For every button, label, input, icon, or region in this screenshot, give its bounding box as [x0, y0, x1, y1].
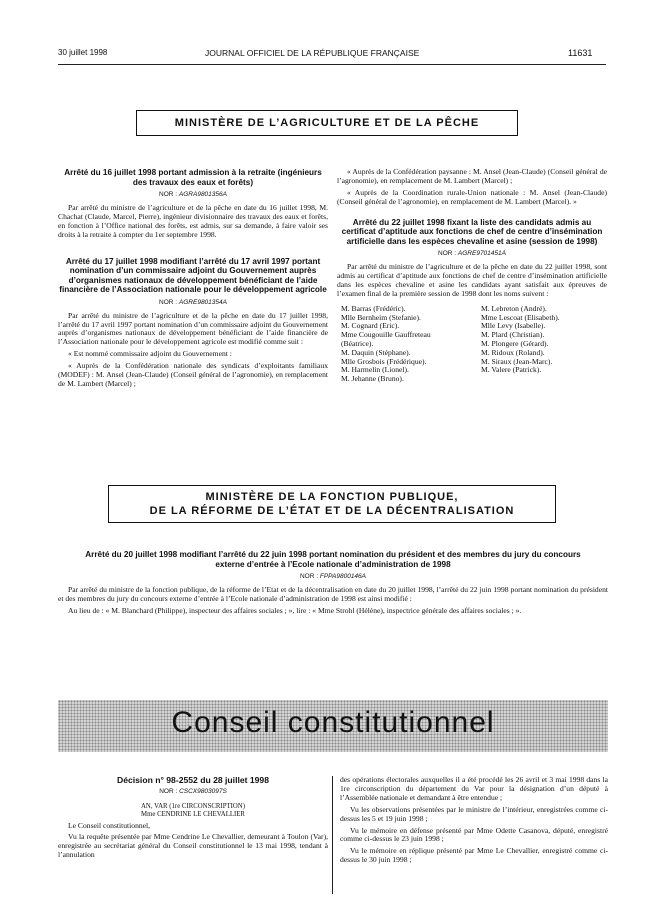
paragraph: « Auprès de la Confédération nationale des syndicats d’exploitants familiaux (MODEF) : M. Ansel (Jean-Claude) (Conseil général de l’agronomie), en remplacement de M. Lambert (Marcel) ;	[58, 361, 328, 388]
decision-title: Décision n° 98-2552 du 28 juillet 1998	[117, 775, 269, 785]
nor-line: NOR : CSCX9803097S	[159, 787, 227, 795]
paragraph: Vu les observations présentées par le ministre de l’intérieur, enregistrées comme ci-dessus les 5 et 19 juin 1998 ;	[340, 804, 608, 823]
paragraph: Vu le mémoire en défense présenté par Mme Odette Casanova, député, enregistré comme ci-dessus le 23 juin 1998 ;	[340, 825, 608, 844]
ministry-fonction-publique-heading	[108, 485, 556, 523]
conseil-constitutionnel-banner	[58, 700, 608, 752]
arrete-20-juillet-title: Arrêté du 20 juillet 1998 modifiant l’arrêté du 22 juin 1998 portant nomination du président et des membres du jury du concours externe d’entrée à l’Ecole nationale d’administration de 1998	[85, 550, 581, 569]
fonction-publique-section	[58, 550, 608, 619]
decision-left-column	[58, 776, 328, 863]
header-journal-title: JOURNAL OFFICIEL DE LA RÉPUBLIQUE FRANÇAISE	[205, 48, 420, 58]
decision-right-column	[340, 776, 608, 868]
list-item: M. Plard (Christian).	[481, 330, 545, 340]
arrete-17-juillet-title: Arrêté du 17 juillet 1998 modifiant l’arrêté du 17 avril 1997 portant nomination d’un commissaire adjoint du Gouvernement auprès d’organismes nationaux de développement bénéficiant de l’aide financière de l’Association nationale pour le développement agricole	[59, 256, 327, 295]
list-item: M. Jehanne (Bruno).	[341, 374, 404, 384]
paragraph: « Auprès de la Coordination rurale-Union nationale : M. Ansel (Jean-Claude) (Conseil général de l’agronomie), en remplacement de M. Lambert (Marcel). »	[337, 187, 607, 206]
paragraph: Par arrêté du ministre de l’agriculture et de la pêche en date du 22 juillet 1998, sont admis au certificat d’aptitude aux fonctions de chef de centre d’insémination artificielle dans les espèces chevaline et asine les candidats ayant satisfait aux épreuves de l’examen final de la première session de 1998 dont les noms suivent :	[337, 262, 607, 298]
decision-subheading: Mme CENDRINE LE CHEVALLIER	[141, 810, 245, 818]
paragraph: Par arrêté du ministre de l’agriculture et de la pêche en date du 17 juillet 1998, l’arrêté du 17 avril 1997 portant nomination d’un commissaire adjoint du Gouvernement auprès d’organismes nationaux de développement bénéficiant de l’aide financière de l’Association nationale pour le développement agricole est modifié comme suit :	[58, 310, 328, 347]
header-rule	[58, 64, 606, 65]
paragraph: « Est nommé commissaire adjoint du Gouvernement :	[68, 349, 232, 359]
list-item: M. Siraux (Jean-Marc).	[481, 356, 553, 366]
list-item: M. Daquin (Stéphane).	[341, 347, 411, 357]
paragraph: « Auprès de la Confédération paysanne : M. Ansel (Jean-Claude) (Conseil général de l’agronomie), en remplacement de M. Lambert (Marcel) ;	[337, 167, 607, 185]
column-divider	[332, 776, 333, 894]
list-item: Mme Cougouille Gauffreteau (Béatrice).	[341, 330, 431, 348]
nor-line: NOR : AGRA9801356A	[159, 191, 227, 198]
agriculture-right-column	[337, 168, 607, 384]
paragraph: des opérations électorales auxquelles il a été procédé les 26 avril et 3 mai 1998 dans la 1re circonscription du département du Var pour la désignation d’un député à l’Assemblée nationale et demandant à être entendue ;	[340, 775, 608, 802]
arrete-16-juillet-title: Arrêté du 16 juillet 1998 portant admission à la retraite (ingénieurs des travaux des eaux et forêts)	[64, 168, 322, 187]
ministry-line: MINISTÈRE DE LA FONCTION PUBLIQUE,	[205, 491, 459, 503]
nor-code: AGRE9701451A	[457, 250, 506, 258]
list-item: Mlle Grosbois (Frédérique).	[341, 356, 427, 366]
list-item: M. Barras (Frédéric).	[341, 303, 406, 313]
list-item: M. Valere (Patrick).	[481, 365, 542, 375]
nor-line: NOR : AGRE9701451A	[438, 250, 506, 258]
list-item: M. Harmelin (Lionel).	[341, 365, 409, 375]
header-date: 30 juillet 1998	[58, 48, 108, 57]
arrete-22-juillet-title: Arrêté du 22 juillet 1998 fixant la liste des candidats admis au certificat d’aptitude aux fonctions de chef de centre d’insémination artificielle dans les espèces chevaline et asine (session de 1998)	[341, 217, 603, 246]
list-item: Mme Lescoat (Elisabeth).	[481, 312, 560, 322]
banner-title: Conseil constitutionnel	[171, 706, 495, 739]
paragraph: Par arrêté du ministre de la fonction publique, de la réforme de l’Etat et de la décentralisation en date du 20 juillet 1998, l’arrêté du 22 juin 1998 portant nomination du président et des membres du jury du concours externe d’entrée à l’Ecole nationale d’administration de 1998 est ainsi modifié :	[58, 585, 608, 603]
nor-code: CSCX9803097S	[179, 787, 227, 795]
nor-line: NOR : AGRE9801354A	[159, 298, 227, 306]
nor-code: AGRE9801354A	[178, 298, 227, 306]
ministry-line: DE LA RÉFORME DE L’ÉTAT ET DE LA DÉCENTRALISATION	[149, 505, 515, 517]
list-item: M. Lebreton (André).	[481, 303, 547, 313]
nor-line: NOR : FPPA9800146A	[299, 573, 366, 580]
paragraph: Au lieu de : « M. Blanchard (Philippe), inspecteur des affaires sociales ; », lire : « Mme Strohl (Hélène), inspectrice générale des affaires sociales ; ».	[68, 605, 522, 615]
candidates-right-list	[481, 305, 607, 384]
nor-code: AGRA9801356A	[178, 191, 227, 198]
agriculture-left-column	[58, 168, 328, 392]
decision-subheading: AN, VAR (1re CIRCONSCRIPTION)	[141, 802, 245, 810]
paragraph: Le Conseil constitutionnel,	[68, 820, 151, 830]
paragraph: Vu le mémoire en réplique présenté par Mme Le Chevallier, enregistré comme ci-dessus le 30 juin 1998 ;	[340, 846, 608, 865]
header-page-number: 11631	[568, 48, 593, 58]
paragraph: Vu la requête présentée par Mme Cendrine Le Chevallier, demeurant à Toulon (Var), enregistrée au secrétariat général du Conseil constitutionnel le 13 mai 1998, tendant à l’annulation	[58, 832, 328, 860]
list-item: M. Ridoux (Roland).	[481, 347, 545, 357]
paragraph: Par arrêté du ministre de l’agriculture et de la pêche en date du 16 juillet 1998, M. Chachat (Claude, Marcel, Pierre), ingénieur divisionnaire des travaux des eaux et forêts, en fonction à l’Office national des forêts, est admis, sur sa demande, à faire valoir ses droits à la retraite à compter du 1er septembre 1998.	[58, 203, 328, 239]
list-item: M. Plongere (Gérard).	[481, 338, 549, 348]
list-item: Mlle Bernheim (Stefanie).	[341, 312, 421, 322]
ministry-agriculture-heading: MINISTÈRE DE L’AGRICULTURE ET DE LA PÊCHE	[136, 110, 518, 136]
candidates-left-list	[337, 305, 481, 384]
nor-code: FPPA9800146A	[319, 573, 366, 580]
candidates-list	[337, 305, 607, 384]
list-item: M. Cognard (Eric).	[341, 321, 400, 331]
list-item: Mlle Levy (Isabelle).	[481, 321, 546, 331]
